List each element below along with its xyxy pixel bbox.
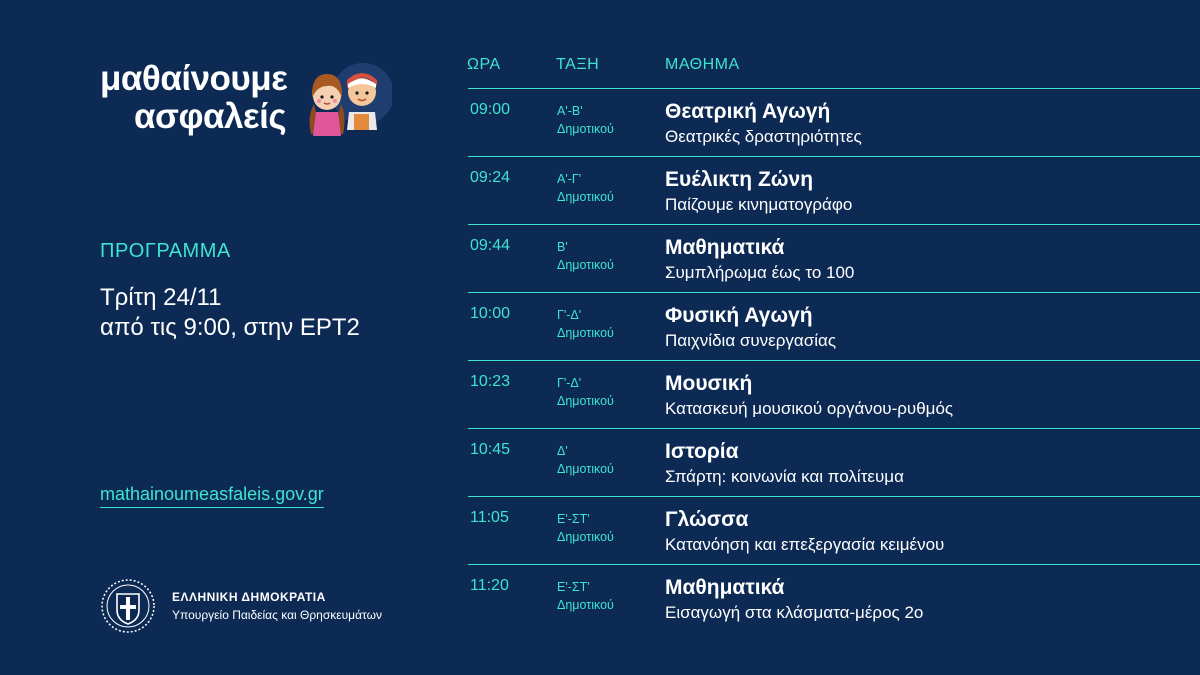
row-topic: Παίζουμε κινηματογράφο [665,195,853,214]
row-grade [557,510,614,546]
grade-level: Δημοτικού [557,462,614,476]
row-topic: Κατανόηση και επεξεργασία κειμένου [665,535,945,554]
grade-range: Γ'-Δ' [557,308,582,322]
row-time: 10:45 [470,441,511,458]
schedule-table [468,88,1200,632]
grade-range: Α'-Β' [557,104,583,118]
ministry-country: ΕΛΛΗΝΙΚΗ ΔΗΜΟΚΡΑΤΙΑ [172,590,326,604]
row-time: 09:24 [470,169,511,186]
row-grade [557,306,614,342]
broadcast-time-channel: από τις 9:00, στην ΕΡΤ2 [100,314,360,341]
grade-level: Δημοτικού [557,190,614,204]
schedule-row [468,360,1200,428]
row-topic: Παιχνίδια συνεργασίας [665,331,837,350]
row-subject: Θεατρική Αγωγή [665,100,831,123]
row-subject: Μουσική [665,372,753,395]
grade-level: Δημοτικού [557,394,614,408]
greek-coat-of-arms-icon [100,578,156,634]
website-link[interactable]: mathainoumeasfaleis.gov.gr [100,484,324,508]
grade-range: Γ'-Δ' [557,376,582,390]
logo-line-1: μαθαίνουμε [100,59,288,98]
ministry-name: Υπουργείο Παιδείας και Θρησκευμάτων [172,608,382,622]
row-grade [557,374,614,410]
grade-level: Δημοτικού [557,326,614,340]
row-topic: Σπάρτη: κοινωνία και πολίτευμα [665,467,904,486]
grade-range: Α'-Γ' [557,172,582,186]
grade-level: Δημοτικού [557,258,614,272]
row-grade [557,102,614,138]
row-time: 09:00 [470,101,511,118]
schedule-row [468,156,1200,224]
row-grade [557,170,614,206]
row-topic: Συμπλήρωμα έως το 100 [665,263,855,282]
row-grade [557,578,614,614]
program-label: ΠΡΟΓΡΑΜΜΑ [100,240,231,262]
grade-range: Ε'-ΣΤ' [557,512,590,526]
header-time: ΩΡΑ [467,56,501,73]
row-time: 10:23 [470,373,511,390]
schedule-row [468,428,1200,496]
schedule-row [468,496,1200,564]
row-topic: Κατασκευή μουσικού οργάνου-ρυθμός [665,399,954,418]
logo-line-2: ασφαλείς [134,97,287,136]
row-subject: Μαθηματικά [665,576,785,599]
schedule-row [468,564,1200,632]
ministry-text [172,588,382,624]
row-grade [557,442,614,478]
row-subject: Γλώσσα [665,508,749,531]
row-subject: Ευέλικτη Ζώνη [665,168,814,191]
row-time: 10:00 [470,305,511,322]
row-time: 11:05 [470,509,509,526]
broadcast-info [100,283,360,343]
grade-level: Δημοτικού [557,122,614,136]
grade-level: Δημοτικού [557,530,614,544]
grade-range: Ε'-ΣΤ' [557,580,590,594]
row-time: 11:20 [470,577,509,594]
grade-level: Δημοτικού [557,598,614,612]
schedule-row [468,292,1200,360]
schedule-row [468,224,1200,292]
row-topic: Εισαγωγή στα κλάσματα-μέρος 2ο [665,603,924,622]
header-subject: ΜΑΘΗΜΑ [665,56,740,73]
grade-range: Β' [557,240,568,254]
ministry-footer [100,578,382,634]
row-topic: Θεατρικές δραστηριότητες [665,127,862,146]
header-class: ΤΑΞΗ [556,56,600,73]
schedule-headers [0,56,1200,78]
row-subject: Ιστορία [665,440,739,463]
schedule-row [468,88,1200,156]
row-subject: Μαθηματικά [665,236,785,259]
row-subject: Φυσική Αγωγή [665,304,813,327]
broadcast-date: Τρίτη 24/11 [100,284,222,311]
grade-range: Δ' [557,444,568,458]
row-time: 09:44 [470,237,511,254]
row-grade [557,238,614,274]
